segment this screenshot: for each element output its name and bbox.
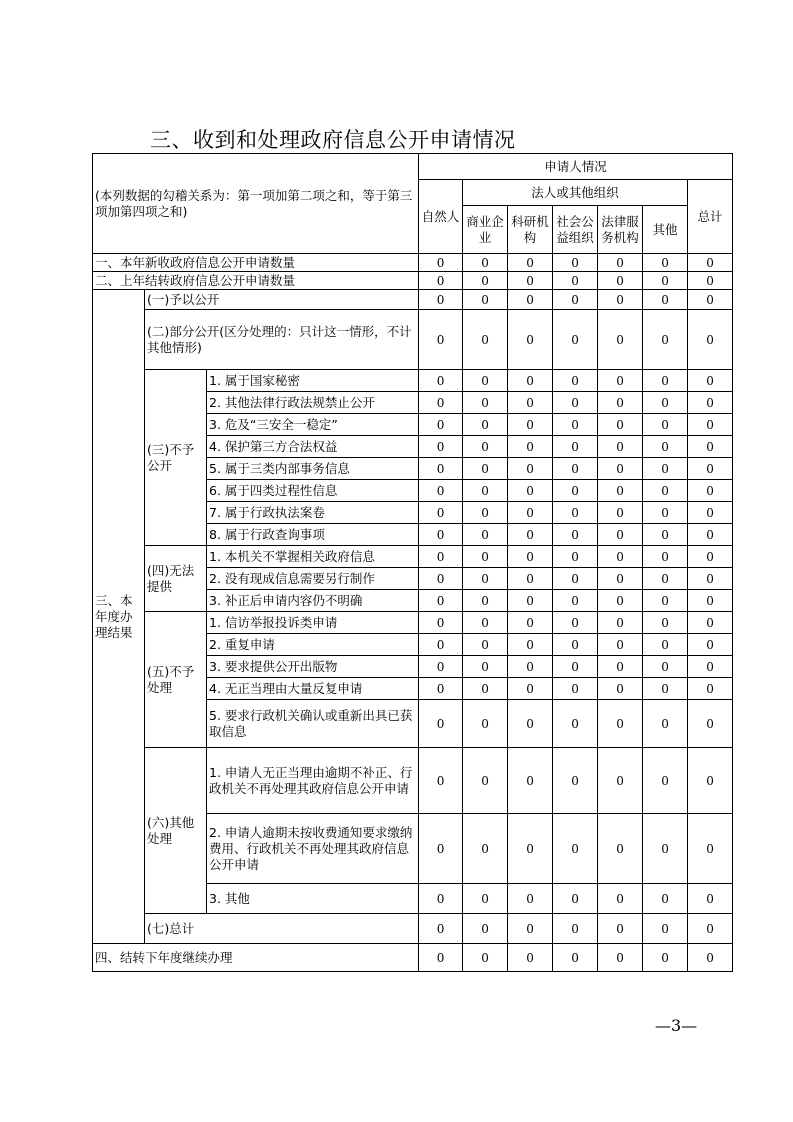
value-cell: 0 <box>688 436 733 458</box>
header-note: (本列数据的勾稽关系为：第一项加第二项之和，等于第三项加第四项之和) <box>93 154 419 254</box>
value-cell: 0 <box>643 944 688 972</box>
value-cell: 0 <box>508 290 553 310</box>
value-cell: 0 <box>553 502 598 524</box>
value-cell: 0 <box>688 656 733 678</box>
value-cell: 0 <box>643 458 688 480</box>
value-cell: 0 <box>688 310 733 370</box>
value-cell: 0 <box>553 590 598 612</box>
value-cell: 0 <box>643 678 688 700</box>
value-cell: 0 <box>463 914 508 944</box>
value-cell: 0 <box>463 944 508 972</box>
value-cell: 0 <box>643 414 688 436</box>
value-cell: 0 <box>419 678 463 700</box>
value-cell: 0 <box>643 884 688 914</box>
value-cell: 0 <box>463 700 508 748</box>
header-research: 科研机构 <box>508 206 553 254</box>
group-label: (三)不予公开 <box>145 370 207 546</box>
value-cell: 0 <box>643 524 688 546</box>
value-cell: 0 <box>508 590 553 612</box>
item-label: 6. 属于四类过程性信息 <box>207 480 419 502</box>
item-label: 4. 无正当理由大量反复申请 <box>207 678 419 700</box>
value-cell: 0 <box>643 546 688 568</box>
value-cell: 0 <box>508 414 553 436</box>
value-cell: 0 <box>508 656 553 678</box>
value-cell: 0 <box>463 480 508 502</box>
value-cell: 0 <box>508 814 553 884</box>
value-cell: 0 <box>553 612 598 634</box>
value-cell: 0 <box>419 480 463 502</box>
value-cell: 0 <box>463 884 508 914</box>
value-cell: 0 <box>553 914 598 944</box>
value-cell: 0 <box>553 290 598 310</box>
group-label: (六)其他处理 <box>145 748 207 914</box>
value-cell: 0 <box>553 678 598 700</box>
value-cell: 0 <box>598 884 643 914</box>
value-cell: 0 <box>553 310 598 370</box>
item-label: 5. 属于三类内部事务信息 <box>207 458 419 480</box>
value-cell: 0 <box>598 590 643 612</box>
value-cell: 0 <box>643 612 688 634</box>
section-three-label: 三、本年度办理结果 <box>93 290 145 944</box>
value-cell: 0 <box>553 436 598 458</box>
value-cell: 0 <box>508 634 553 656</box>
item-label: 3. 其他 <box>207 884 419 914</box>
value-cell: 0 <box>508 568 553 590</box>
value-cell: 0 <box>508 254 553 272</box>
value-cell: 0 <box>419 612 463 634</box>
table-row <box>93 272 733 290</box>
value-cell: 0 <box>419 590 463 612</box>
value-cell: 0 <box>508 272 553 290</box>
value-cell: 0 <box>419 436 463 458</box>
value-cell: 0 <box>463 310 508 370</box>
item-label: 3. 补正后申请内容仍不明确 <box>207 590 419 612</box>
table-row <box>93 612 733 634</box>
value-cell: 0 <box>688 480 733 502</box>
value-cell: 0 <box>598 480 643 502</box>
value-cell: 0 <box>508 370 553 392</box>
item-label: 4. 保护第三方合法权益 <box>207 436 419 458</box>
table-row <box>93 254 733 272</box>
value-cell: 0 <box>419 272 463 290</box>
value-cell: 0 <box>643 634 688 656</box>
value-cell: 0 <box>419 914 463 944</box>
value-cell: 0 <box>553 480 598 502</box>
value-cell: 0 <box>643 748 688 814</box>
item-label: 1. 信访举报投诉类申请 <box>207 612 419 634</box>
value-cell: 0 <box>643 272 688 290</box>
value-cell: 0 <box>688 944 733 972</box>
value-cell: 0 <box>553 568 598 590</box>
value-cell: 0 <box>508 458 553 480</box>
value-cell: 0 <box>598 944 643 972</box>
value-cell: 0 <box>598 568 643 590</box>
value-cell: 0 <box>553 414 598 436</box>
item-label: 3. 要求提供公开出版物 <box>207 656 419 678</box>
value-cell: 0 <box>598 458 643 480</box>
value-cell: 0 <box>598 524 643 546</box>
group-label: (四)无法提供 <box>145 546 207 612</box>
value-cell: 0 <box>643 290 688 310</box>
value-cell: 0 <box>643 310 688 370</box>
value-cell: 0 <box>463 634 508 656</box>
table-row <box>93 370 733 392</box>
value-cell: 0 <box>508 914 553 944</box>
value-cell: 0 <box>463 370 508 392</box>
value-cell: 0 <box>688 458 733 480</box>
value-cell: 0 <box>508 748 553 814</box>
value-cell: 0 <box>553 524 598 546</box>
value-cell: 0 <box>688 546 733 568</box>
value-cell: 0 <box>598 700 643 748</box>
header-other: 其他 <box>643 206 688 254</box>
value-cell: 0 <box>553 546 598 568</box>
value-cell: 0 <box>553 392 598 414</box>
value-cell: 0 <box>463 392 508 414</box>
value-cell: 0 <box>463 458 508 480</box>
value-cell: 0 <box>688 414 733 436</box>
value-cell: 0 <box>598 414 643 436</box>
value-cell: 0 <box>598 254 643 272</box>
table-row <box>93 944 733 972</box>
value-cell: 0 <box>598 612 643 634</box>
value-cell: 0 <box>643 392 688 414</box>
item-label: 1. 属于国家秘密 <box>207 370 419 392</box>
value-cell: 0 <box>598 634 643 656</box>
value-cell: 0 <box>643 254 688 272</box>
value-cell: 0 <box>553 272 598 290</box>
value-cell: 0 <box>508 436 553 458</box>
value-cell: 0 <box>419 414 463 436</box>
value-cell: 0 <box>419 254 463 272</box>
row-label: (七)总计 <box>145 914 419 944</box>
value-cell: 0 <box>598 392 643 414</box>
row-label: 四、结转下年度继续办理 <box>93 944 419 972</box>
value-cell: 0 <box>553 634 598 656</box>
value-cell: 0 <box>463 612 508 634</box>
value-cell: 0 <box>463 290 508 310</box>
value-cell: 0 <box>598 502 643 524</box>
item-label: 7. 属于行政执法案卷 <box>207 502 419 524</box>
value-cell: 0 <box>598 436 643 458</box>
value-cell: 0 <box>419 370 463 392</box>
value-cell: 0 <box>643 436 688 458</box>
value-cell: 0 <box>688 290 733 310</box>
value-cell: 0 <box>688 590 733 612</box>
value-cell: 0 <box>598 290 643 310</box>
value-cell: 0 <box>508 392 553 414</box>
value-cell: 0 <box>553 748 598 814</box>
value-cell: 0 <box>688 272 733 290</box>
item-label: 8. 属于行政查询事项 <box>207 524 419 546</box>
value-cell: 0 <box>463 590 508 612</box>
value-cell: 0 <box>598 546 643 568</box>
value-cell: 0 <box>419 568 463 590</box>
value-cell: 0 <box>419 502 463 524</box>
value-cell: 0 <box>508 524 553 546</box>
page-number: —3— <box>655 1016 698 1035</box>
value-cell: 0 <box>419 814 463 884</box>
value-cell: 0 <box>688 392 733 414</box>
value-cell: 0 <box>508 612 553 634</box>
value-cell: 0 <box>508 700 553 748</box>
header-natural-person: 自然人 <box>419 180 463 254</box>
value-cell: 0 <box>419 392 463 414</box>
value-cell: 0 <box>643 914 688 944</box>
value-cell: 0 <box>463 272 508 290</box>
item-label: 2. 其他法律行政法规禁止公开 <box>207 392 419 414</box>
table-row <box>93 310 733 370</box>
table-row <box>93 748 733 814</box>
value-cell: 0 <box>643 480 688 502</box>
value-cell: 0 <box>508 502 553 524</box>
value-cell: 0 <box>598 370 643 392</box>
value-cell: 0 <box>419 700 463 748</box>
value-cell: 0 <box>508 678 553 700</box>
row-label: 二、上年结转政府信息公开申请数量 <box>93 272 419 290</box>
value-cell: 0 <box>508 884 553 914</box>
value-cell: 0 <box>508 480 553 502</box>
value-cell: 0 <box>688 748 733 814</box>
item-label: 5. 要求行政机关确认或重新出具已获取信息 <box>207 700 419 748</box>
value-cell: 0 <box>553 458 598 480</box>
value-cell: 0 <box>463 524 508 546</box>
value-cell: 0 <box>688 370 733 392</box>
row-label: (一)予以公开 <box>145 290 419 310</box>
value-cell: 0 <box>508 944 553 972</box>
header-social: 社会公益组织 <box>553 206 598 254</box>
value-cell: 0 <box>463 502 508 524</box>
value-cell: 0 <box>463 568 508 590</box>
value-cell: 0 <box>419 546 463 568</box>
value-cell: 0 <box>688 502 733 524</box>
value-cell: 0 <box>419 458 463 480</box>
item-label: 3. 危及“三安全一稳定” <box>207 414 419 436</box>
header-total: 总计 <box>688 180 733 254</box>
value-cell: 0 <box>419 634 463 656</box>
value-cell: 0 <box>688 884 733 914</box>
value-cell: 0 <box>598 814 643 884</box>
item-label: 2. 重复申请 <box>207 634 419 656</box>
value-cell: 0 <box>463 814 508 884</box>
value-cell: 0 <box>688 914 733 944</box>
value-cell: 0 <box>419 748 463 814</box>
header-commercial: 商业企业 <box>463 206 508 254</box>
item-label: 2. 没有现成信息需要另行制作 <box>207 568 419 590</box>
header-legal-group: 法人或其他组织 <box>463 180 688 206</box>
value-cell: 0 <box>643 700 688 748</box>
value-cell: 0 <box>419 524 463 546</box>
item-label: 2. 申请人逾期未按收费通知要求缴纳费用、行政机关不再处理其政府信息公开申请 <box>207 814 419 884</box>
value-cell: 0 <box>419 310 463 370</box>
value-cell: 0 <box>463 748 508 814</box>
value-cell: 0 <box>688 254 733 272</box>
value-cell: 0 <box>688 568 733 590</box>
table-row <box>93 546 733 568</box>
header-legal-service: 法律服务机构 <box>598 206 643 254</box>
value-cell: 0 <box>598 656 643 678</box>
value-cell: 0 <box>643 370 688 392</box>
value-cell: 0 <box>419 656 463 678</box>
value-cell: 0 <box>598 272 643 290</box>
value-cell: 0 <box>598 914 643 944</box>
value-cell: 0 <box>463 254 508 272</box>
value-cell: 0 <box>643 590 688 612</box>
info-disclosure-table <box>92 153 733 972</box>
value-cell: 0 <box>688 700 733 748</box>
value-cell: 0 <box>508 546 553 568</box>
value-cell: 0 <box>598 748 643 814</box>
value-cell: 0 <box>419 944 463 972</box>
value-cell: 0 <box>463 656 508 678</box>
group-label: (五)不予处理 <box>145 612 207 748</box>
value-cell: 0 <box>463 436 508 458</box>
item-label: 1. 申请人无正当理由逾期不补正、行政机关不再处理其政府信息公开申请 <box>207 748 419 814</box>
row-label: 一、本年新收政府信息公开申请数量 <box>93 254 419 272</box>
value-cell: 0 <box>643 568 688 590</box>
table-row <box>93 290 733 310</box>
value-cell: 0 <box>419 884 463 914</box>
value-cell: 0 <box>553 884 598 914</box>
value-cell: 0 <box>688 634 733 656</box>
value-cell: 0 <box>553 944 598 972</box>
value-cell: 0 <box>553 254 598 272</box>
item-label: 1. 本机关不掌握相关政府信息 <box>207 546 419 568</box>
value-cell: 0 <box>419 290 463 310</box>
value-cell: 0 <box>643 656 688 678</box>
value-cell: 0 <box>553 370 598 392</box>
value-cell: 0 <box>463 678 508 700</box>
value-cell: 0 <box>688 814 733 884</box>
page-title: 三、收到和处理政府信息公开申请情况 <box>150 128 516 152</box>
value-cell: 0 <box>553 700 598 748</box>
value-cell: 0 <box>643 814 688 884</box>
value-cell: 0 <box>553 656 598 678</box>
value-cell: 0 <box>463 414 508 436</box>
header-applicant: 申请人情况 <box>419 154 733 180</box>
value-cell: 0 <box>463 546 508 568</box>
table-row <box>93 914 733 944</box>
value-cell: 0 <box>688 524 733 546</box>
value-cell: 0 <box>598 678 643 700</box>
row-label: (二)部分公开(区分处理的：只计这一情形，不计其他情形) <box>145 310 419 370</box>
value-cell: 0 <box>598 310 643 370</box>
value-cell: 0 <box>553 814 598 884</box>
value-cell: 0 <box>508 310 553 370</box>
value-cell: 0 <box>688 678 733 700</box>
value-cell: 0 <box>688 612 733 634</box>
value-cell: 0 <box>643 502 688 524</box>
